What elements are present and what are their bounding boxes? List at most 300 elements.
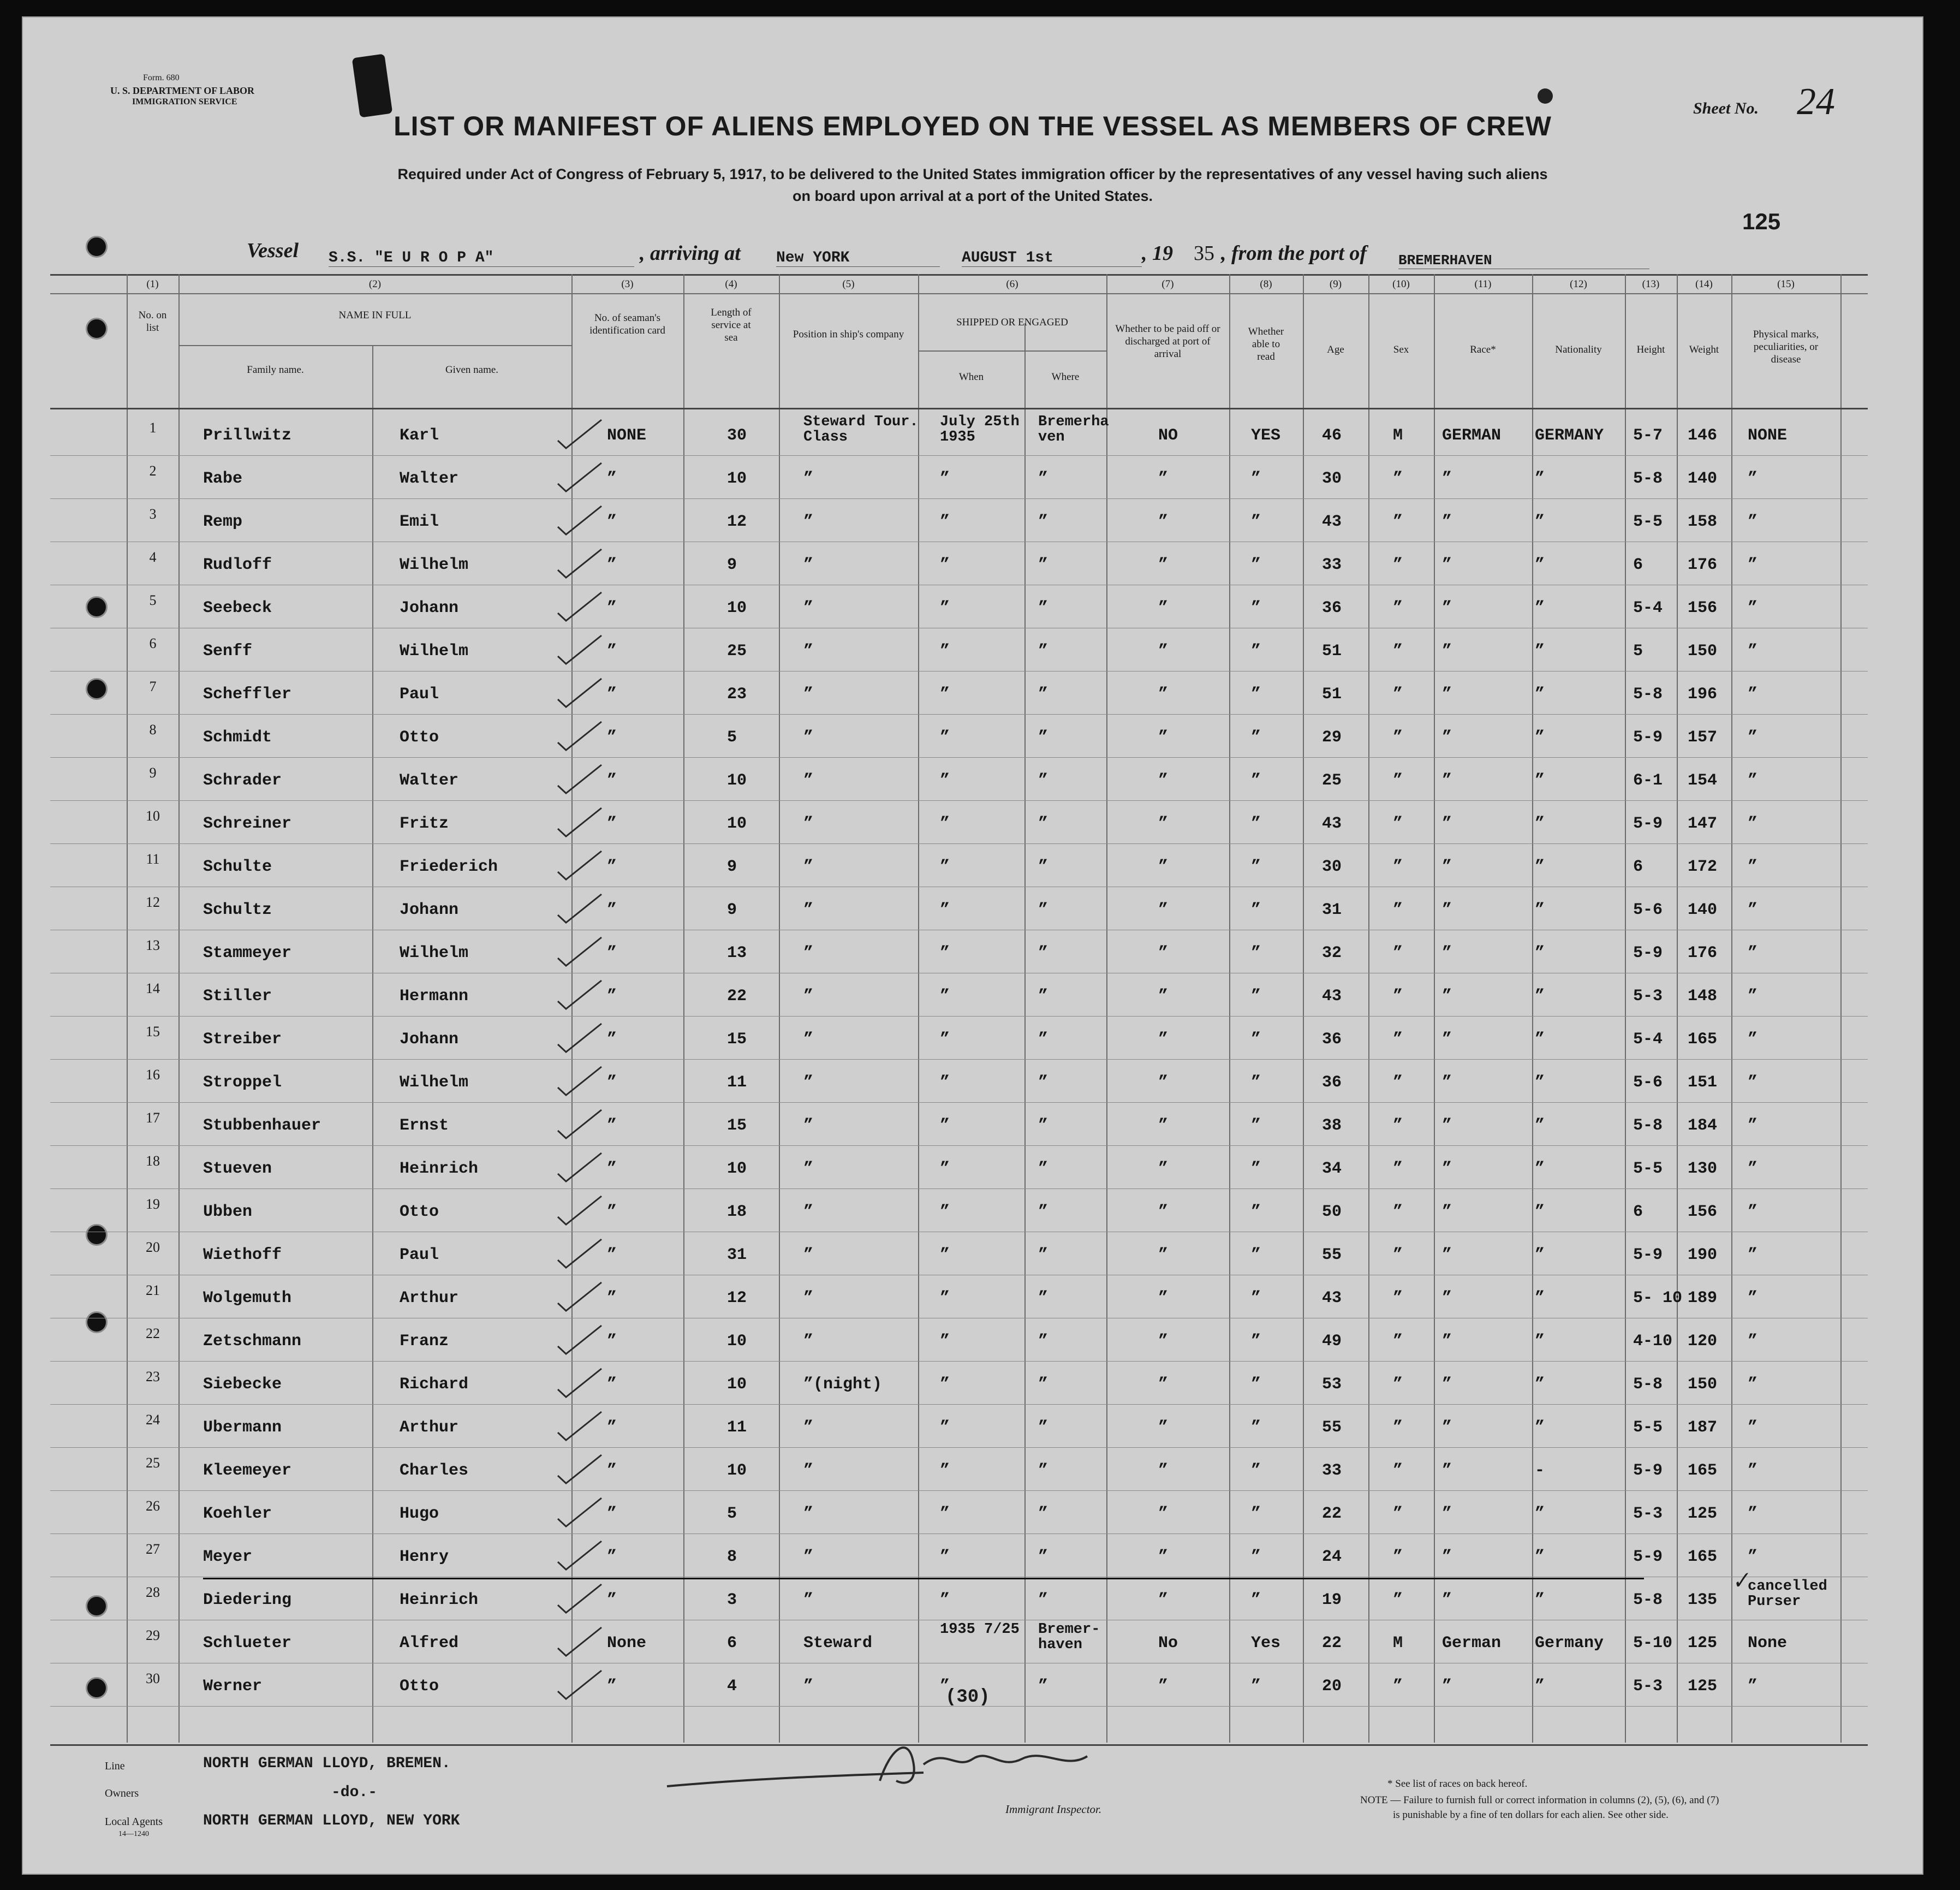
race-cell: ”	[1442, 1246, 1452, 1264]
race-cell: ”	[1442, 901, 1452, 919]
paid-cell: ”	[1158, 1116, 1169, 1135]
where-cell: ”	[1038, 901, 1048, 919]
when-cell: ”	[940, 771, 950, 790]
col-head-height: Height	[1636, 344, 1665, 355]
header-divider	[178, 345, 571, 346]
weight-cell: 184	[1688, 1116, 1718, 1135]
sex-cell: ”	[1393, 1591, 1403, 1609]
position-cell: ”	[803, 1203, 814, 1221]
check-mark-icon	[555, 676, 604, 709]
card-cell: ”	[607, 728, 617, 747]
weight-cell: 140	[1688, 901, 1718, 919]
strike-line	[203, 1578, 1644, 1579]
position-cell: ”	[803, 1505, 814, 1523]
family-name-cell: Schrader	[203, 771, 282, 790]
marks-cell: ”	[1748, 728, 1758, 747]
read-cell: ”	[1251, 469, 1261, 488]
sex-cell: ”	[1393, 858, 1403, 876]
service-cell: 5	[727, 1505, 737, 1523]
race-cell: ”	[1442, 556, 1452, 574]
row-number: 10	[146, 808, 160, 824]
height-cell: 5-8	[1633, 1375, 1663, 1394]
card-cell: ”	[607, 1116, 617, 1135]
age-cell: 55	[1322, 1418, 1342, 1437]
marks-cell: ”	[1748, 1289, 1758, 1307]
check-mark-icon	[555, 1539, 604, 1572]
position-cell: Steward	[803, 1634, 873, 1653]
family-name-cell: Remp	[203, 513, 243, 531]
race-cell: ”	[1442, 685, 1452, 704]
card-cell: ”	[607, 815, 617, 833]
col-num: (8)	[1260, 278, 1272, 290]
height-cell: 5-8	[1633, 1116, 1663, 1135]
paid-cell: ”	[1158, 858, 1169, 876]
read-cell: ”	[1251, 1548, 1261, 1566]
age-cell: 51	[1322, 642, 1342, 661]
height-cell: 5-10	[1633, 1634, 1673, 1653]
col-head-position: Position in ship's company	[793, 329, 904, 340]
page-number: 125	[1742, 209, 1781, 234]
when-cell: 1935 7/25	[940, 1621, 1020, 1638]
when-cell: ”	[940, 1203, 950, 1221]
col-num: (6)	[1006, 278, 1018, 290]
nationality-cell: ”	[1535, 944, 1545, 962]
sex-cell: ”	[1393, 1677, 1403, 1696]
card-cell: ”	[607, 901, 617, 919]
paid-cell: ”	[1158, 685, 1169, 704]
check-mark-icon	[555, 849, 604, 882]
race-cell: ”	[1442, 642, 1452, 661]
paid-cell: ”	[1158, 1030, 1169, 1049]
family-name-cell: Siebecke	[203, 1375, 282, 1394]
where-cell: Bremerha ven	[1038, 414, 1109, 445]
col-divider	[1434, 274, 1435, 1743]
height-cell: 5-3	[1633, 1677, 1663, 1696]
height-cell: 5-9	[1633, 944, 1663, 962]
row-number: 26	[146, 1498, 160, 1514]
form-title: LIST OR MANIFEST OF ALIENS EMPLOYED ON THE VESSEL AS MEMBERS OF CREW	[394, 111, 1552, 141]
where-cell: ”	[1038, 469, 1048, 488]
service-cell: 10	[727, 599, 747, 617]
where-cell: ”	[1038, 599, 1048, 617]
height-cell: 5-3	[1633, 987, 1663, 1006]
row-number: 24	[146, 1412, 160, 1428]
check-mark-icon	[555, 1021, 604, 1054]
paid-cell: ”	[1158, 1677, 1169, 1696]
given-name-cell: Karl	[400, 426, 439, 445]
row-number: 28	[146, 1584, 160, 1600]
col-head-age: Age	[1327, 344, 1344, 355]
race-cell: ”	[1442, 1116, 1452, 1135]
paid-cell: ”	[1158, 1418, 1169, 1437]
marks-cell: ”	[1748, 513, 1758, 531]
card-cell: ”	[607, 944, 617, 962]
given-name-cell: Franz	[400, 1332, 449, 1351]
card-cell: ”	[607, 1548, 617, 1566]
form-code: 14—1240	[118, 1830, 149, 1838]
read-cell: ”	[1251, 1246, 1261, 1264]
given-name-cell: Fritz	[400, 815, 449, 833]
weight-cell: 148	[1688, 987, 1718, 1006]
weight-cell: 154	[1688, 771, 1718, 790]
weight-cell: 189	[1688, 1289, 1718, 1307]
card-cell: ”	[607, 469, 617, 488]
position-cell: ”	[803, 1332, 814, 1351]
race-cell: ”	[1442, 1548, 1452, 1566]
sex-cell: ”	[1393, 513, 1403, 531]
given-name-cell: Henry	[400, 1548, 449, 1566]
row-number: 19	[146, 1196, 160, 1212]
family-name-cell: Stiller	[203, 987, 272, 1006]
row-rule	[50, 1145, 1868, 1146]
paid-cell: ”	[1158, 1461, 1169, 1480]
where-cell: ”	[1038, 513, 1048, 531]
sheet-number: 24	[1797, 81, 1835, 123]
service-cell: 10	[727, 1375, 747, 1394]
where-cell: ”	[1038, 556, 1048, 574]
marks-cell: ”	[1748, 1375, 1758, 1394]
nationality-cell: ”	[1535, 987, 1545, 1006]
weight-cell: 125	[1688, 1677, 1718, 1696]
col-num: (10)	[1392, 278, 1410, 290]
given-name-cell: Wilhelm	[400, 1073, 469, 1092]
read-cell: ”	[1251, 858, 1261, 876]
race-cell: ”	[1442, 469, 1452, 488]
card-cell: ”	[607, 858, 617, 876]
check-mark-icon	[555, 1582, 604, 1615]
height-cell: 5-9	[1633, 728, 1663, 747]
form-subtitle-1: Required under Act of Congress of February 5, 1917, to be delivered to the United States immigration officer by the representatives of any vessel having such aliens	[397, 166, 1548, 182]
read-cell: ”	[1251, 987, 1261, 1006]
age-cell: 24	[1322, 1548, 1342, 1566]
check-mark-icon	[555, 1065, 604, 1097]
marks-cell: ”	[1748, 771, 1758, 790]
col-head-name: NAME IN FULL	[338, 310, 412, 321]
paid-cell: ”	[1158, 728, 1169, 747]
marks-cell: ”	[1748, 901, 1758, 919]
col-head-sex: Sex	[1393, 344, 1409, 355]
sex-cell: ”	[1393, 1375, 1403, 1394]
height-cell: 5-3	[1633, 1505, 1663, 1523]
col-num: (14)	[1695, 278, 1713, 290]
family-name-cell: Stubbenhauer	[203, 1116, 321, 1135]
read-cell: ”	[1251, 1505, 1261, 1523]
card-cell: ”	[607, 1375, 617, 1394]
read-cell: ”	[1251, 1073, 1261, 1092]
row-number: 9	[149, 765, 157, 781]
where-cell: ”	[1038, 1073, 1048, 1092]
line-label: Line	[105, 1760, 125, 1772]
card-cell: ”	[607, 1461, 617, 1480]
position-cell: ”	[803, 858, 814, 876]
col-divider	[1024, 323, 1026, 1743]
row-number: 18	[146, 1153, 160, 1169]
service-cell: 11	[727, 1073, 747, 1092]
row-number: 2	[149, 463, 157, 479]
family-name-cell: Seebeck	[203, 599, 272, 617]
where-cell: ”	[1038, 1375, 1048, 1394]
row-rule	[50, 800, 1868, 801]
paid-cell: ”	[1158, 987, 1169, 1006]
card-cell: ”	[607, 1591, 617, 1609]
weight-cell: 140	[1688, 469, 1718, 488]
check-mark-icon	[555, 1453, 604, 1485]
read-cell: ”	[1251, 771, 1261, 790]
given-name-cell: Hermann	[400, 987, 469, 1006]
weight-cell: 176	[1688, 944, 1718, 962]
sex-cell: ”	[1393, 469, 1403, 488]
position-cell: ”	[803, 1591, 814, 1609]
when-cell: ”	[940, 1591, 950, 1609]
line-value: NORTH GERMAN LLOYD, BREMEN.	[203, 1755, 451, 1772]
age-cell: 30	[1322, 858, 1342, 876]
col-divider	[372, 345, 373, 1743]
age-cell: 36	[1322, 1030, 1342, 1049]
row-number: 8	[149, 722, 157, 738]
nationality-cell: ”	[1535, 1548, 1545, 1566]
paid-cell: ”	[1158, 513, 1169, 531]
age-cell: 51	[1322, 685, 1342, 704]
position-cell: ”	[803, 728, 814, 747]
where-cell: ”	[1038, 642, 1048, 661]
age-cell: 43	[1322, 513, 1342, 531]
col-num: (12)	[1570, 278, 1587, 290]
when-cell: ”	[940, 1160, 950, 1178]
position-cell: ”	[803, 1418, 814, 1437]
year: 35	[1194, 242, 1214, 265]
family-name-cell: Schultz	[203, 901, 272, 919]
card-cell: ”	[607, 987, 617, 1006]
age-cell: 30	[1322, 469, 1342, 488]
col-head-given: Given name.	[445, 364, 499, 376]
sex-cell: M	[1393, 1634, 1403, 1653]
card-cell: ”	[607, 771, 617, 790]
given-name-cell: Wilhelm	[400, 642, 469, 661]
race-cell: ”	[1442, 1289, 1452, 1307]
family-name-cell: Streiber	[203, 1030, 282, 1049]
sheet-label: Sheet No.	[1693, 99, 1759, 117]
marks-cell: ”	[1748, 1418, 1758, 1437]
read-cell: ”	[1251, 815, 1261, 833]
col-divider	[1677, 274, 1678, 1743]
position-cell: ”	[803, 771, 814, 790]
when-cell: ”	[940, 1030, 950, 1049]
weight-cell: 135	[1688, 1591, 1718, 1609]
given-name-cell: Emil	[400, 513, 439, 531]
weight-cell: 165	[1688, 1461, 1718, 1480]
col-divider	[918, 274, 919, 1743]
height-cell: 6	[1633, 858, 1643, 876]
position-cell: ”	[803, 1116, 814, 1135]
arrival-port: New YORK	[776, 249, 940, 267]
marks-cell: ”	[1748, 815, 1758, 833]
card-cell: ”	[607, 1073, 617, 1092]
nationality-cell: ”	[1535, 469, 1545, 488]
marks-cell: ”	[1748, 1548, 1758, 1566]
service-cell: 9	[727, 858, 737, 876]
row-rule	[50, 455, 1868, 456]
when-cell: ”	[940, 1289, 950, 1307]
row-number: 22	[146, 1326, 160, 1341]
check-mark-icon	[555, 935, 604, 968]
read-cell: ”	[1251, 1160, 1261, 1178]
family-name-cell: Wiethoff	[203, 1246, 282, 1264]
height-cell: 5-9	[1633, 1548, 1663, 1566]
row-number: 5	[149, 592, 157, 608]
where-cell: ”	[1038, 1160, 1048, 1178]
given-name-cell: Charles	[400, 1461, 469, 1480]
paid-cell: ”	[1158, 771, 1169, 790]
when-cell: ”	[940, 944, 950, 962]
when-cell: ”	[940, 1073, 950, 1092]
service: IMMIGRATION SERVICE	[132, 97, 237, 106]
given-name-cell: Johann	[400, 901, 459, 919]
col-head-nationality: Nationality	[1555, 344, 1602, 355]
read-cell: ”	[1251, 944, 1261, 962]
service-cell: 5	[727, 728, 737, 747]
read-cell: ”	[1251, 513, 1261, 531]
row-number: 27	[146, 1541, 160, 1557]
card-cell: ”	[607, 1160, 617, 1178]
check-mark-icon	[555, 1668, 604, 1701]
nationality-cell: ”	[1535, 1332, 1545, 1351]
position-cell: ”	[803, 1160, 814, 1178]
card-cell: ”	[607, 599, 617, 617]
when-cell: ”	[940, 1505, 950, 1523]
manifest-sheet	[22, 16, 1923, 1875]
read-cell: ”	[1251, 1332, 1261, 1351]
height-cell: 5-8	[1633, 685, 1663, 704]
read-cell: ”	[1251, 1418, 1261, 1437]
nationality-cell: ”	[1535, 1246, 1545, 1264]
row-rule	[50, 757, 1868, 758]
race-cell: ”	[1442, 815, 1452, 833]
age-cell: 43	[1322, 815, 1342, 833]
service-cell: 12	[727, 1289, 747, 1307]
col-num: (2)	[368, 278, 382, 290]
paid-cell: ”	[1158, 599, 1169, 617]
card-cell: ”	[607, 1332, 617, 1351]
age-cell: 29	[1322, 728, 1342, 747]
height-cell: 5-8	[1633, 1591, 1663, 1609]
given-name-cell: Heinrich	[400, 1591, 479, 1609]
marks-cell: ”	[1748, 1332, 1758, 1351]
nationality-cell: GERMANY	[1535, 426, 1604, 445]
inspector-signature	[651, 1726, 1196, 1797]
sex-cell: ”	[1393, 1073, 1403, 1092]
height-cell: 4-10	[1633, 1332, 1673, 1351]
weight-cell: 130	[1688, 1160, 1718, 1178]
marks-cell: ”	[1748, 1677, 1758, 1696]
service-cell: 10	[727, 815, 747, 833]
card-cell: ”	[607, 1418, 617, 1437]
row-rule	[50, 1404, 1868, 1405]
header-bottom	[50, 408, 1868, 409]
height-cell: 5-4	[1633, 1030, 1663, 1049]
age-cell: 19	[1322, 1591, 1342, 1609]
marks-cell: ”	[1748, 987, 1758, 1006]
row-rule	[50, 843, 1868, 844]
marks-cell: ”	[1748, 1116, 1758, 1135]
col-divider	[1303, 274, 1304, 1743]
height-cell: 5-4	[1633, 599, 1663, 617]
position-cell: ”	[803, 1246, 814, 1264]
read-cell: YES	[1251, 426, 1281, 445]
age-cell: 36	[1322, 1073, 1342, 1092]
where-cell: ”	[1038, 1461, 1048, 1480]
given-name-cell: Richard	[400, 1375, 469, 1394]
nationality-cell: -	[1535, 1461, 1545, 1480]
owners-label: Owners	[105, 1787, 139, 1799]
height-cell: 6	[1633, 556, 1643, 574]
card-cell: None	[607, 1634, 647, 1653]
race-cell: ”	[1442, 1375, 1452, 1394]
weight-cell: 157	[1688, 728, 1718, 747]
row-rule	[50, 714, 1868, 715]
family-name-cell: Kleemeyer	[203, 1461, 292, 1480]
inspector-label: Immigrant Inspector.	[1005, 1803, 1102, 1816]
paid-cell: ”	[1158, 815, 1169, 833]
check-mark-icon	[555, 1496, 604, 1529]
height-cell: 5-8	[1633, 469, 1663, 488]
read-cell: ”	[1251, 556, 1261, 574]
where-cell: ”	[1038, 1246, 1048, 1264]
position-cell: ”	[803, 1030, 814, 1049]
row-rule	[50, 1361, 1868, 1362]
row-number: 20	[146, 1239, 160, 1255]
col-head-paid: Whether to be paid off or discharged at port of arrival	[1115, 323, 1220, 360]
position-cell: ”	[803, 599, 814, 617]
nationality-cell: ”	[1535, 728, 1545, 747]
sex-cell: ”	[1393, 901, 1403, 919]
row-number: 4	[149, 549, 157, 565]
weight-cell: 120	[1688, 1332, 1718, 1351]
height-cell: 5-6	[1633, 1073, 1663, 1092]
paid-cell: No	[1158, 1634, 1178, 1653]
marks-cell: ”	[1748, 1505, 1758, 1523]
when-cell: ”	[940, 1461, 950, 1480]
when-cell: July 25th 1935	[940, 414, 1020, 445]
from-port: BREMERHAVEN	[1398, 252, 1649, 269]
col-divider	[1106, 274, 1107, 1743]
col-num: (1)	[146, 278, 159, 290]
race-cell: ”	[1442, 728, 1452, 747]
weight-cell: 165	[1688, 1548, 1718, 1566]
punch-hole	[86, 236, 108, 258]
marks-cell: ”	[1748, 1030, 1758, 1049]
where-cell: ”	[1038, 1203, 1048, 1221]
age-cell: 32	[1322, 944, 1342, 962]
family-name-cell: Stammeyer	[203, 944, 292, 962]
given-name-cell: Walter	[400, 469, 459, 488]
nationality-cell: ”	[1535, 901, 1545, 919]
race-cell: ”	[1442, 1073, 1452, 1092]
race-cell: German	[1442, 1634, 1502, 1653]
position-cell: ”	[803, 642, 814, 661]
check-mark-icon	[555, 1194, 604, 1227]
sex-cell: ”	[1393, 1160, 1403, 1178]
paid-cell: ”	[1158, 1375, 1169, 1394]
race-cell: ”	[1442, 1203, 1452, 1221]
penalty-note-2: is punishable by a fine of ten dollars for each alien. See other side.	[1393, 1809, 1669, 1821]
position-cell: ”	[803, 901, 814, 919]
read-cell: ”	[1251, 1375, 1261, 1394]
row-number: 13	[146, 937, 160, 953]
position-cell: ”	[803, 1548, 814, 1566]
row-rule	[50, 1188, 1868, 1189]
sex-cell: ”	[1393, 1461, 1403, 1480]
row-rule	[50, 1102, 1868, 1103]
